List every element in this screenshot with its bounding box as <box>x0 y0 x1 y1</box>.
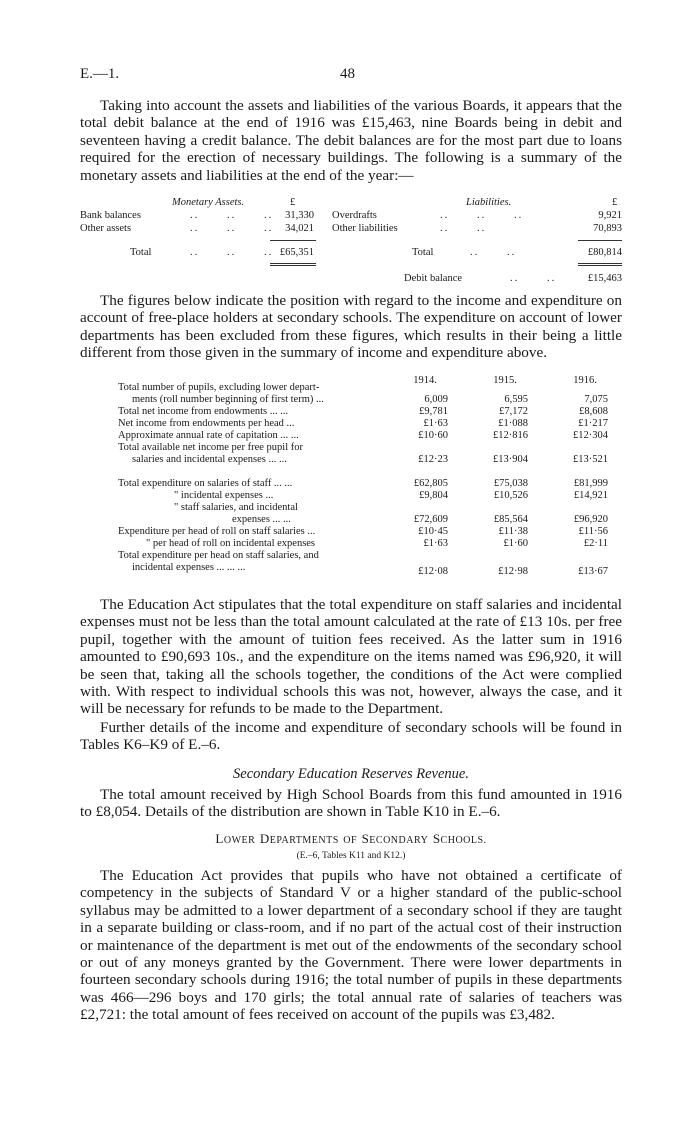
stat-label-line: " incidental expenses ... <box>174 490 274 501</box>
stat-value: £12·08 <box>418 566 448 577</box>
assets-currency: £ <box>290 197 296 208</box>
assets-heading: Monetary Assets. <box>172 197 245 208</box>
stat-value: £85,564 <box>493 514 528 525</box>
paragraph-free-place-holders: The figures below indicate the position with regard to the income and expenditure on account of free-place holders at secondary schools. The expenditure on account of lower departments has been excluded from these figures, which results in their being a little different from those given in the summary of income and expenditure above. <box>80 292 622 362</box>
paragraph-further-details: Further details of the income and expenditure of secondary schools will be found in Tables K6–K9 of E.–6. <box>80 719 622 754</box>
stat-value: £12·23 <box>418 454 448 465</box>
stat-value: £1·217 <box>578 418 608 429</box>
stat-label-line: Expenditure per head of roll on staff salaries ... <box>118 526 316 537</box>
stat-value: £2·11 <box>583 538 608 549</box>
year-header: 1916. <box>573 375 597 386</box>
stat-value: 7,075 <box>584 394 608 405</box>
dot-leader: .. .. .. <box>190 247 274 258</box>
stat-value: £1·63 <box>423 418 448 429</box>
stat-value: £12·816 <box>493 430 528 441</box>
stat-value: £11·38 <box>498 526 528 537</box>
stat-value: £12·304 <box>573 430 608 441</box>
stat-value: 6,009 <box>424 394 448 405</box>
stat-value: £1·60 <box>503 538 528 549</box>
stat-value: £9,781 <box>419 406 448 417</box>
debit-balance-value: £15,463 <box>587 273 622 284</box>
dot-leader: .. .. .. <box>190 223 274 234</box>
stat-label-line: Total available net income per free pupil for <box>118 442 303 453</box>
dot-leader: .. .. .. <box>440 210 524 221</box>
liability-value: 70,893 <box>593 223 622 234</box>
stat-value: £1·088 <box>498 418 528 429</box>
stat-value: £81,999 <box>573 478 608 489</box>
page-number: 48 <box>340 66 355 82</box>
asset-label: Other assets <box>80 223 132 234</box>
stat-value: £13·67 <box>578 566 608 577</box>
stat-value: £72,609 <box>413 514 448 525</box>
year-header: 1914. <box>413 375 437 386</box>
dot-leader: .. .. <box>440 223 487 234</box>
stat-value: £12·98 <box>498 566 528 577</box>
paragraph-debit-balance: Taking into account the assets and liabilities of the various Boards, it appears that the total debit balance at the end of 1916 was £15,463, nine Boards being in debit and seventeen having a credit balance. The debit balances are for the most part due to loans required for the erection of necessary buildings. The following is a summary of the monetary assets and liabilities at the end of the year:— <box>80 97 622 184</box>
stat-value: £8,608 <box>579 406 608 417</box>
asset-value: 31,330 <box>285 210 314 221</box>
liabilities-total-label: Total <box>412 247 434 258</box>
assets-total-label: Total <box>130 247 152 258</box>
dot-leader: .. .. .. <box>190 210 274 221</box>
stat-label-line: ments (roll number beginning of first term) ... <box>132 394 324 405</box>
total-double-rule <box>270 263 316 266</box>
stat-value: £13·521 <box>573 454 608 465</box>
stat-value: £11·56 <box>578 526 608 537</box>
header-code: E.—1. <box>80 66 120 82</box>
liability-value: 9,921 <box>598 210 622 221</box>
stat-label-line: salaries and incidental expenses ... ... <box>132 454 287 465</box>
stat-label-line: Total number of pupils, excluding lower depart- <box>118 382 320 393</box>
liability-label: Overdrafts <box>332 210 377 221</box>
year-header: 1915. <box>493 375 517 386</box>
stat-label-line: Approximate annual rate of capitation ... ... <box>118 430 299 441</box>
liabilities-currency: £ <box>612 197 618 208</box>
stat-label-line: incidental expenses ... ... ... <box>132 562 246 573</box>
stat-label-line: Total expenditure on salaries of staff ... ... <box>118 478 293 489</box>
paragraph-reserves-revenue: The total amount received by High School Boards from this fund amounted in 1916 to £8,054. Details of the distribution are shown in Table K10 in E.–6. <box>80 786 622 821</box>
section-title-lower-departments: LOWER DEPARTMENTS OF SECONDARY SCHOOLS. <box>215 831 487 846</box>
stat-value: £10·60 <box>418 430 448 441</box>
dot-leader: .. .. <box>510 273 557 284</box>
stat-value: 6,595 <box>504 394 528 405</box>
stat-label-line: Total net income from endowments ... ... <box>118 406 289 417</box>
stat-label-line: Total expenditure per head on staff salaries, and <box>118 550 319 561</box>
liability-label: Other liabilities <box>332 223 398 234</box>
stat-label-line: Net income from endowments per head ... <box>118 418 295 429</box>
subtotal-rule <box>578 240 622 241</box>
section-subtitle: (E.–6, Tables K11 and K12.) <box>296 851 406 861</box>
subtotal-rule <box>270 240 316 241</box>
paragraph-lower-departments: The Education Act provides that pupils who have not obtained a certificate of competency in the subjects of Standard V or a higher standard of the public-school syllabus may be admitted to a lower department of a secondary school if they are taught in a separate building or class-room, and if no part of the actual cost of their instruction or maintenance of the department is met out of the endowments of the secondary school or out of any moneys granted by the Government. There were lower departments in fourteen secondary schools during 1916; the total number of pupils in these departments was 466—296 boys and 170 girls; the total annual rate of salaries of teachers was £2,721: the total amount of fees received on account of the pupils was £3,482. <box>80 867 622 1024</box>
asset-value: 34,021 <box>285 223 314 234</box>
assets-total: £65,351 <box>279 247 314 258</box>
stat-value: £96,920 <box>573 514 608 525</box>
paragraph-education-act: The Education Act stipulates that the total expenditure on staff salaries and incidental expenses must not be less than the total amount calculated at the rate of £13 10s. per free pupil, together with the amount of tuition fees received. As the latter sum in 1916 amounted to £90,693 10s., and the expenditure on the items named was £96,920, it will be seen that, taking all the schools together, the conditions of the Act were complied with. With respect to individual schools this was not, however, always the case, and it will be necessary for refunds to be made to the Department. <box>80 596 622 718</box>
stat-value: £10,526 <box>493 490 528 501</box>
stat-value: £62,805 <box>413 478 448 489</box>
stat-value: £75,038 <box>493 478 528 489</box>
stat-value: £14,921 <box>573 490 608 501</box>
stat-value: £1·63 <box>423 538 448 549</box>
asset-label: Bank balances <box>80 210 141 221</box>
dot-leader: .. .. <box>470 247 517 258</box>
stat-value: £9,804 <box>419 490 448 501</box>
stat-value: £13·904 <box>493 454 528 465</box>
stat-label-line: expenses ... ... <box>232 514 291 525</box>
stat-value: £7,172 <box>499 406 528 417</box>
section-title-reserves-revenue: Secondary Education Reserves Revenue. <box>233 766 469 782</box>
stat-value: £10·45 <box>418 526 448 537</box>
liabilities-total: £80,814 <box>587 247 622 258</box>
debit-balance-label: Debit balance <box>404 273 463 284</box>
stat-label-line: " staff salaries, and incidental <box>174 502 298 513</box>
total-double-rule <box>578 263 622 266</box>
stat-label-line: " per head of roll on incidental expenses <box>146 538 316 549</box>
liabilities-heading: Liabilities. <box>466 197 512 208</box>
